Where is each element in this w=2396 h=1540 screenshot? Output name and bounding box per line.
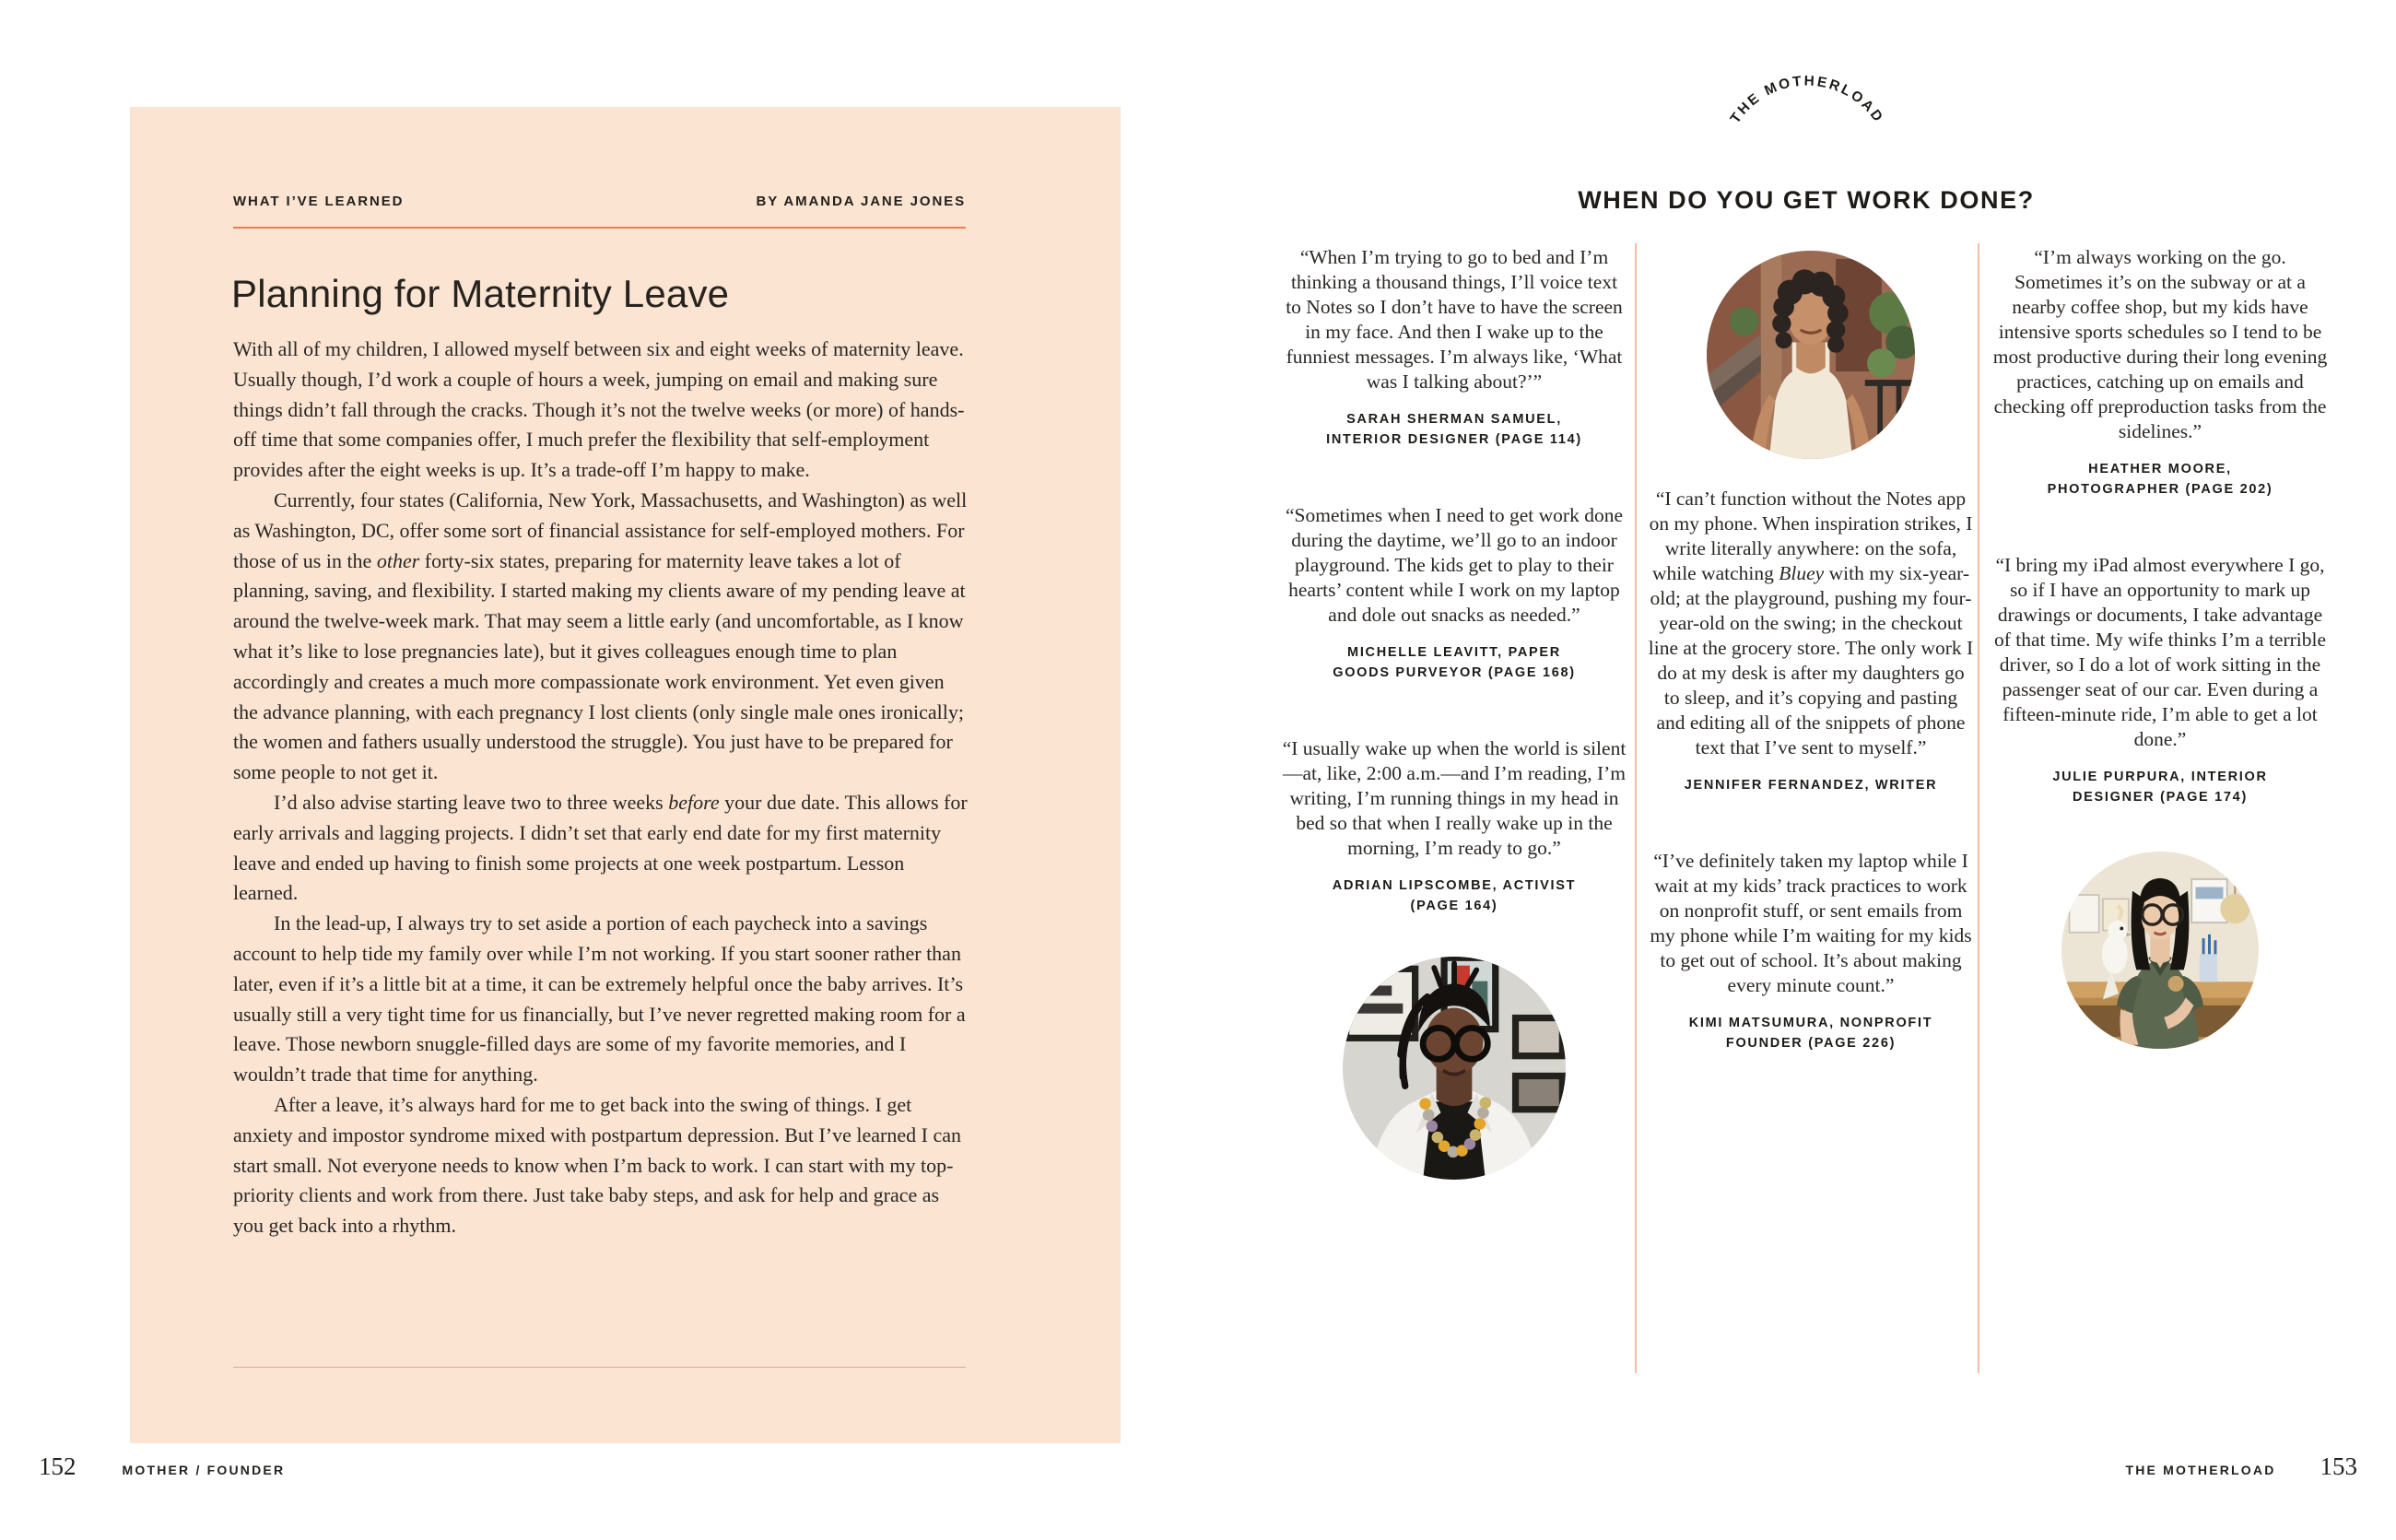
essay-paragraph [233, 909, 969, 1090]
portrait-julie [2061, 852, 2259, 1049]
text-segment: “I can’t function without the Notes app on my phone. When inspiration strikes, I write literally anywhere: on the sofa, while watching [1649, 488, 1973, 584]
text-segment: Currently, four states (California, New York, Massachusetts, and Washington) as well as Washington, DC, offer some sort of financial assistance for self-employed mothers. For those of us in the [233, 488, 968, 572]
italic-text: Bluey [1779, 562, 1825, 584]
attribution-line: GOODS PURVEYOR (PAGE 168) [1333, 665, 1576, 680]
kicker-label: WHAT I’VE LEARNED [233, 194, 405, 209]
essay-paragraph [233, 486, 969, 788]
column-divider-1 [1635, 243, 1637, 1373]
attribution-line: PHOTOGRAPHER (PAGE 202) [2047, 482, 2273, 497]
quote-block [1648, 849, 1974, 1053]
attribution-line: KIMI MATSUMURA, NONPROFIT [1688, 1016, 1933, 1030]
text-segment: “I’m always working on the go. Sometimes it’s on the subway or at a nearby coffee shop, but my kids have intensive sports schedules so I tend to be most productive during their long evening practices, catching up on emails and checking off preproduction tasks from the sidelines.” [1992, 246, 2328, 442]
footer-right [2125, 1452, 2357, 1481]
attribution-line: HEATHER MOORE, [2088, 462, 2232, 476]
essay-paragraph [233, 1090, 969, 1241]
quote-block [1989, 553, 2331, 807]
text-segment: “Sometimes when I need to get work done during the daytime, we’ll go to an indoor playground. The kids get to play to their hearts’ content while I work on my laptop and dole out snacks as needed.” [1285, 504, 1623, 626]
italic-text: other [376, 548, 420, 572]
quote-text [1989, 245, 2331, 444]
attribution-line: JENNIFER FERNANDEZ, WRITER [1684, 778, 1938, 793]
text-segment: “I bring my iPad almost everywhere I go, so if I have an opportunity to mark up drawings or documents, I take advantage of that time. My wife thinks I’m a terrible driver, so I do a lot of work sitting in the passenger seat of our car. Even during a fifteen-minute ride, I’m able to get a lot done.” [1993, 554, 2327, 750]
quote-block [1281, 503, 1627, 683]
essay-header [233, 194, 966, 209]
quote-attribution [1989, 767, 2331, 807]
quote-text [1648, 487, 1974, 760]
essay-panel [130, 107, 1121, 1443]
attribution-line: INTERIOR DESIGNER (PAGE 114) [1326, 432, 1582, 447]
text-segment: I’d also advise starting leave two to three weeks [274, 790, 669, 814]
footer-left [39, 1452, 285, 1481]
text-segment: your due date. This allows for early arrivals and lagging projects. I didn’t set that early end date for my first maternity leave and ended up having to finish some projects at one week postpartum. Lesson learned. [233, 790, 968, 905]
svg-text:THE MOTHERLOAD [1728, 74, 1887, 127]
essay-title: Planning for Maternity Leave [231, 272, 730, 316]
book-title-label: MOTHER / FOUNDER [122, 1463, 286, 1477]
quote-text [1989, 553, 2331, 752]
essay-paragraph [233, 335, 969, 486]
quote-block [1989, 245, 2331, 500]
quote-column-2 [1648, 245, 1974, 1053]
essay-paragraph [233, 788, 969, 909]
quote-attribution [1281, 876, 1627, 916]
quote-attribution [1648, 1013, 1974, 1053]
byline-label: BY AMANDA JANE JONES [756, 194, 966, 209]
quote-text [1648, 849, 1974, 998]
text-segment: forty-six states, preparing for maternity leave takes a lot of planning, saving, and flexibility. I started making my clients aware of my pending leave at around the twelve-week mark. That may seem a little early (and uncomfortable, as I know what it’s like to lose pregnancies late), but it gives colleagues enough time to plan accordingly and creates a much more compassionate work environment. Yet even given the advance planning, with each pregnancy I lost clients (only single male ones ironically; the women and fathers usually understood the struggle). You just have to be prepared for some people to not get it. [233, 548, 966, 784]
quote-text [1281, 503, 1627, 628]
section-heading: WHEN DO YOU GET WORK DONE? [1578, 186, 2035, 215]
quote-column-1 [1281, 245, 1627, 1180]
portrait-adrian [1343, 957, 1566, 1180]
text-segment: “When I’m trying to go to bed and I’m thinking a thousand things, I’ll voice text to Notes so I don’t have to have the screen in my face. And then I wake up to the funniest messages. I’m always like, ‘What was I talking about?’” [1286, 246, 1623, 393]
text-segment: with my six-year-old; at the playground, pushing my four-year-old on the swing; in the checkout line at the grocery store. The only work I do at my desk is after my daughters go to sleep, and it’s copying and pasting and editing all of the snippets of phone text that I’ve sent to myself.” [1648, 562, 1974, 758]
text-segment: “I’ve definitely taken my laptop while I wait at my kids’ track practices to work on nonprofit stuff, or sent emails from my phone while I’m waiting for my kids to get out of school. It’s about making every minute count.” [1650, 850, 1972, 996]
attribution-line: MICHELLE LEAVITT, PAPER [1347, 645, 1561, 660]
quote-text [1281, 245, 1627, 394]
adrian-portrait-illustration [1343, 957, 1566, 1180]
text-segment: With all of my children, I allowed myself between six and eight weeks of maternity leave. Usually though, I’d work a couple of hours a week, jumping on email and making sure things didn’t fall through the cracks. Though it’s not the twelve weeks (or more) of hands-off time that some companies offer, I much prefer the flexibility that self-employment provides after the eight weeks is up. It’s a trade-off I’m happy to make. [233, 337, 965, 482]
motherload-arc-logo [1716, 39, 1898, 135]
quote-text [1281, 736, 1627, 861]
attribution-line: DESIGNER (PAGE 174) [2073, 790, 2248, 805]
julie-portrait-illustration [2061, 852, 2259, 1049]
attribution-line: JULIE PURPURA, INTERIOR [2052, 770, 2268, 784]
quote-block [1281, 245, 1627, 450]
header-rule [233, 227, 966, 229]
attribution-line: ADRIAN LIPSCOMBE, ACTIVIST [1332, 878, 1577, 893]
motherload-logo-text: THE MOTHERLOAD [1727, 73, 1887, 127]
attribution-line: (PAGE 164) [1410, 899, 1498, 913]
quote-attribution [1281, 642, 1627, 683]
text-segment: In the lead-up, I always try to set aside a portion of each paycheck into a savings account to help tide my family over while I’m not working. If you start sooner rather than later, even if it’s a little bit at a time, it can be extremely helpful once the baby arrives. It’s usually still a very tight time for us financially, but I’ve never regretted making room for a leave. Those newborn snuggle-filled days are some of my favorite memories, and I wouldn’t trade that time for anything. [233, 911, 966, 1087]
portrait-jennifer [1707, 251, 1915, 459]
quote-block [1648, 487, 1974, 795]
page-number-right: 153 [2320, 1452, 2357, 1480]
quote-column-3 [1989, 245, 2331, 1049]
jennifer-portrait-illustration [1707, 251, 1915, 459]
chapter-title-label: THE MOTHERLOAD [2125, 1463, 2276, 1477]
essay-end-rule [233, 1367, 966, 1368]
page-number-left: 152 [39, 1452, 76, 1480]
quote-attribution [1648, 775, 1974, 795]
text-segment: After a leave, it’s always hard for me to get back into the swing of things. I get anxiety and impostor syndrome mixed with postpartum depression. But I’ve learned I can start small. Not everyone needs to know when I’m back to work. I can start with my top-priority clients and work from there. Just take baby steps, and ask for help and grace as you get back into a rhythm. [233, 1092, 961, 1238]
quote-block [1281, 736, 1627, 916]
essay-body [233, 335, 969, 1241]
quote-attribution [1281, 409, 1627, 450]
attribution-line: FOUNDER (PAGE 226) [1725, 1036, 1897, 1051]
quote-attribution [1989, 459, 2331, 500]
text-segment: “I usually wake up when the world is silent—at, like, 2:00 a.m.—and I’m reading, I’m writing, I’m running things in my head in bed so that when I really wake up in the morning, I’m ready to go.” [1282, 737, 1627, 859]
column-divider-2 [1978, 243, 1979, 1373]
italic-text: before [668, 790, 720, 814]
attribution-line: SARAH SHERMAN SAMUEL, [1346, 412, 1562, 427]
